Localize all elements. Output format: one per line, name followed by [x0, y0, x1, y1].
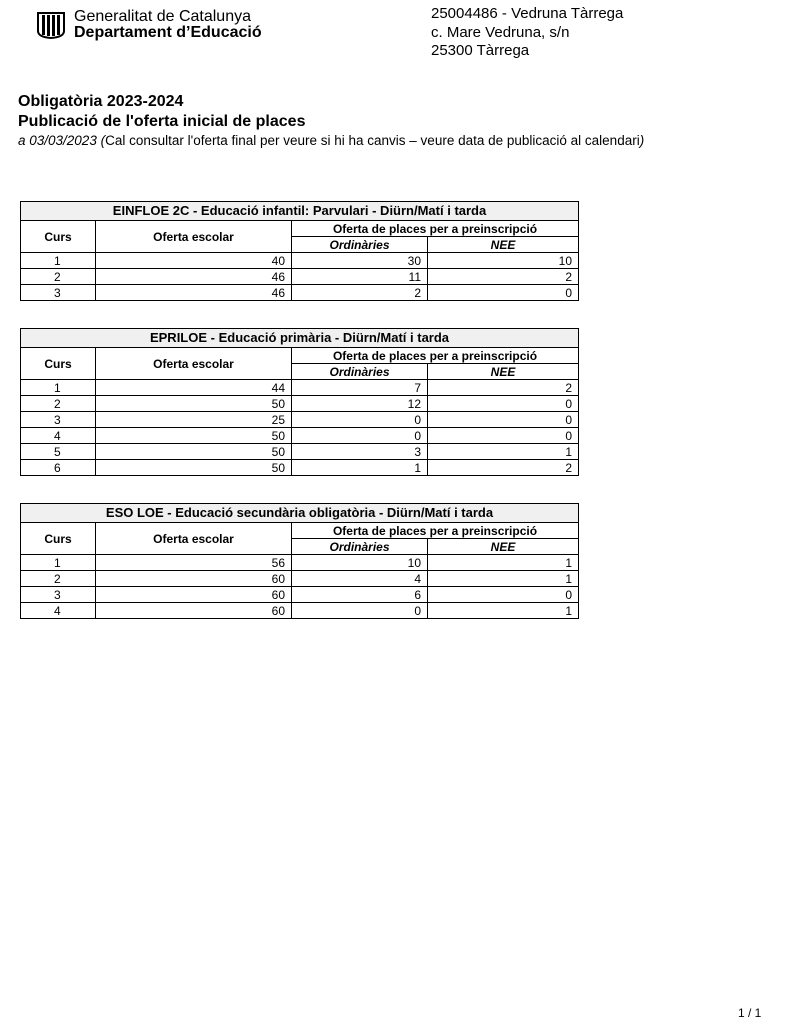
nee-cell: 2: [428, 380, 579, 396]
column-header-ordinaries: Ordinàries: [292, 237, 428, 253]
column-header-ordinaries: Ordinàries: [292, 539, 428, 555]
oferta-cell: 46: [96, 269, 292, 285]
table-row: [21, 444, 579, 460]
nee-cell: 1: [428, 603, 579, 619]
oferta-cell: 60: [96, 587, 292, 603]
nee-cell: 10: [428, 253, 579, 269]
table-title: EINFLOE 2C - Educació infantil: Parvulari - Diürn/Matí i tarda: [21, 202, 579, 221]
publication-date: a 03/03/2023 (: [18, 133, 106, 148]
column-header-nee: NEE: [428, 237, 579, 253]
table-row: [21, 269, 579, 285]
table-title: ESO LOE - Educació secundària obligatòria - Diürn/Matí i tarda: [21, 504, 579, 523]
ordinaries-cell: 0: [292, 428, 428, 444]
table-row: [21, 380, 579, 396]
ordinaries-cell: 10: [292, 555, 428, 571]
nee-cell: 2: [428, 460, 579, 476]
ordinaries-cell: 0: [292, 603, 428, 619]
table-row: [21, 587, 579, 603]
oferta-cell: 25: [96, 412, 292, 428]
table-row: [21, 412, 579, 428]
oferta-cell: 60: [96, 603, 292, 619]
note-close: ): [639, 133, 645, 148]
ordinaries-cell: 0: [292, 412, 428, 428]
document-heading: [18, 92, 644, 150]
note-text: Cal consultar l'oferta final per veure si hi ha canvis – veure data de publicació al calendari: [105, 133, 640, 148]
nee-cell: 0: [428, 428, 579, 444]
oferta-cell: 40: [96, 253, 292, 269]
curs-cell: 3: [21, 412, 96, 428]
table-row: [21, 428, 579, 444]
nee-cell: 0: [428, 285, 579, 301]
table-row: [21, 555, 579, 571]
column-header-oferta: Oferta escolar: [96, 348, 292, 380]
oferta-cell: 50: [96, 396, 292, 412]
page-number: 1 / 1: [738, 1006, 762, 1020]
offer-table: [20, 201, 579, 301]
department-logo: [36, 9, 262, 41]
oferta-cell: 50: [96, 460, 292, 476]
column-header-oferta: Oferta escolar: [96, 523, 292, 555]
oferta-cell: 56: [96, 555, 292, 571]
column-header-oferta: Oferta escolar: [96, 221, 292, 253]
column-header-ordinaries: Ordinàries: [292, 364, 428, 380]
oferta-cell: 46: [96, 285, 292, 301]
offer-table: [20, 503, 579, 619]
offer-table: [20, 328, 579, 476]
school-address: [431, 5, 623, 61]
table-row: [21, 253, 579, 269]
table-row: [21, 285, 579, 301]
oferta-cell: 50: [96, 428, 292, 444]
curs-cell: 2: [21, 571, 96, 587]
ordinaries-cell: 11: [292, 269, 428, 285]
curs-cell: 1: [21, 380, 96, 396]
document-subtitle: Publicació de l'oferta inicial de places: [18, 113, 306, 130]
table-title: EPRILOE - Educació primària - Diürn/Matí i tarda: [21, 329, 579, 348]
column-header-curs: Curs: [21, 348, 96, 380]
table-row: [21, 460, 579, 476]
generalitat-logo-icon: [36, 11, 66, 39]
address-line: 25300 Tàrrega: [431, 42, 530, 59]
column-header-preinscripcio: Oferta de places per a preinscripció: [292, 348, 579, 364]
column-header-preinscripcio: Oferta de places per a preinscripció: [292, 221, 579, 237]
curs-cell: 3: [21, 587, 96, 603]
ordinaries-cell: 7: [292, 380, 428, 396]
ordinaries-cell: 2: [292, 285, 428, 301]
table-row: [21, 396, 579, 412]
nee-cell: 1: [428, 444, 579, 460]
ordinaries-cell: 1: [292, 460, 428, 476]
column-header-curs: Curs: [21, 221, 96, 253]
oferta-cell: 60: [96, 571, 292, 587]
logo-line-1: Generalitat de Catalunya: [74, 8, 251, 25]
ordinaries-cell: 12: [292, 396, 428, 412]
curs-cell: 4: [21, 428, 96, 444]
curs-cell: 5: [21, 444, 96, 460]
curs-cell: 1: [21, 253, 96, 269]
address-line: c. Mare Vedruna, s/n: [431, 23, 570, 41]
curs-cell: 1: [21, 555, 96, 571]
column-header-preinscripcio: Oferta de places per a preinscripció: [292, 523, 579, 539]
nee-cell: 2: [428, 269, 579, 285]
curs-cell: 3: [21, 285, 96, 301]
document-title: Obligatòria 2023-2024: [18, 93, 184, 110]
oferta-cell: 44: [96, 380, 292, 396]
table-row: [21, 571, 579, 587]
publication-note: [18, 132, 644, 150]
nee-cell: 0: [428, 396, 579, 412]
column-header-nee: NEE: [428, 364, 579, 380]
ordinaries-cell: 3: [292, 444, 428, 460]
ordinaries-cell: 6: [292, 587, 428, 603]
address-line: 25004486 - Vedruna Tàrrega: [431, 5, 624, 22]
ordinaries-cell: 4: [292, 571, 428, 587]
table-row: [21, 603, 579, 619]
curs-cell: 2: [21, 269, 96, 285]
nee-cell: 1: [428, 555, 579, 571]
curs-cell: 4: [21, 603, 96, 619]
column-header-curs: Curs: [21, 523, 96, 555]
curs-cell: 6: [21, 460, 96, 476]
nee-cell: 0: [428, 587, 579, 603]
nee-cell: 1: [428, 571, 579, 587]
ordinaries-cell: 30: [292, 253, 428, 269]
oferta-cell: 50: [96, 444, 292, 460]
nee-cell: 0: [428, 412, 579, 428]
logo-line-2: Departament d’Educació: [74, 24, 262, 41]
column-header-nee: NEE: [428, 539, 579, 555]
curs-cell: 2: [21, 396, 96, 412]
